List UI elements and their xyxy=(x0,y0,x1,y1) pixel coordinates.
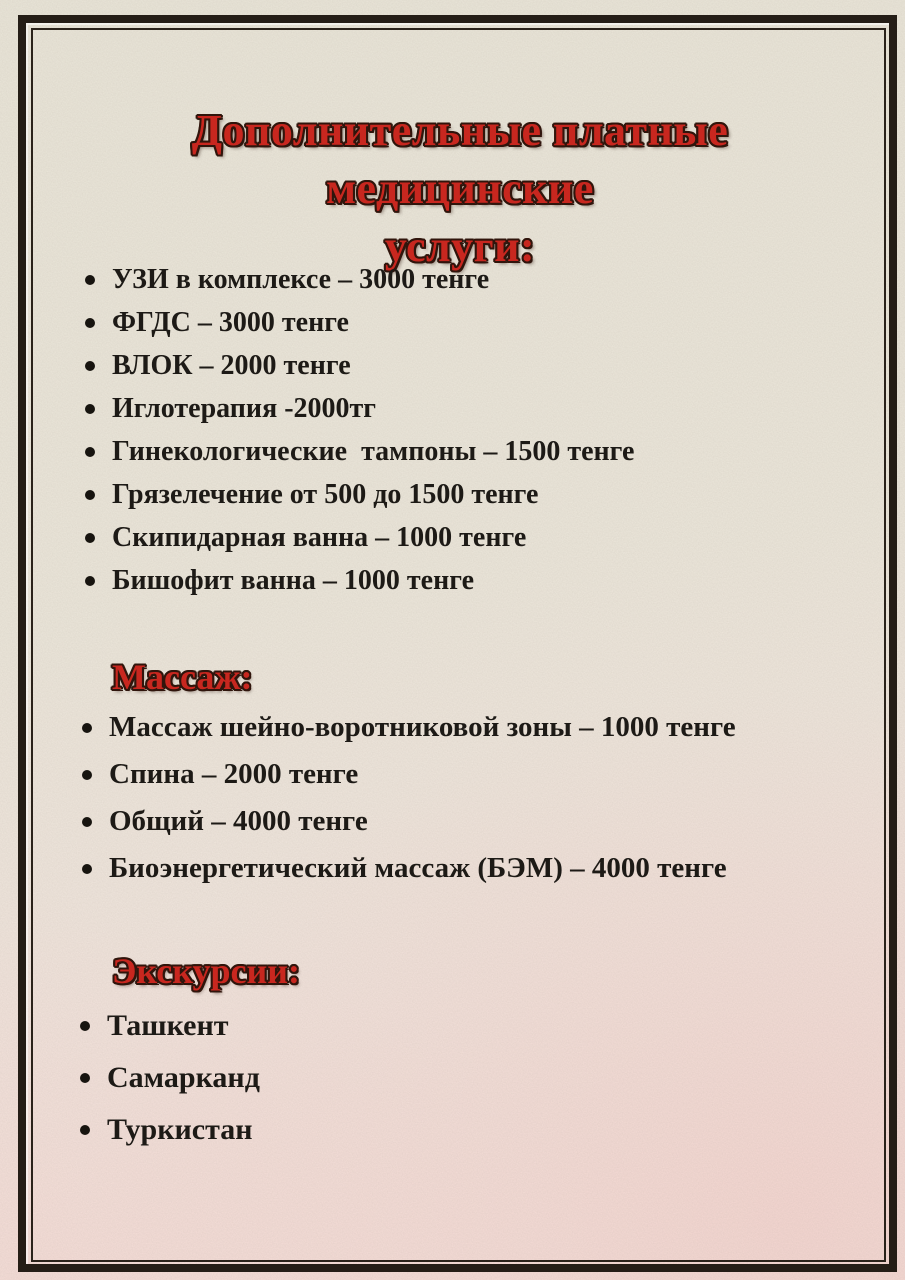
list-item xyxy=(80,1104,865,1156)
bullet-icon xyxy=(82,770,92,780)
list-item-text: Биоэнергетический массаж (БЭМ) – 4000 тенге xyxy=(109,852,727,884)
list-item-text: Общий – 4000 тенге xyxy=(109,805,368,837)
bullet-icon xyxy=(85,533,95,543)
list-item xyxy=(85,344,865,387)
list-item xyxy=(82,751,875,798)
bullet-icon xyxy=(85,318,95,328)
list-item-text: ФГДС – 3000 тенге xyxy=(112,307,349,338)
page-title xyxy=(60,102,860,276)
list-item-text: Массаж шейно-воротниковой зоны – 1000 тенге xyxy=(109,711,736,743)
bullet-icon xyxy=(80,1125,90,1135)
list-item-text: Гинекологические тампоны – 1500 тенге xyxy=(112,436,635,467)
bullet-icon xyxy=(82,723,92,733)
list-item-text: Спина – 2000 тенге xyxy=(109,758,359,790)
list-item xyxy=(82,798,875,845)
excursions-section-heading: Экскурсии: xyxy=(112,951,300,991)
list-item xyxy=(80,1000,865,1052)
page-title-line2: услуги: xyxy=(384,222,536,271)
services-list xyxy=(85,258,865,602)
massage-list xyxy=(82,704,875,892)
bullet-icon xyxy=(85,490,95,500)
massage-section-heading: Массаж: xyxy=(112,657,253,697)
bullet-icon xyxy=(85,404,95,414)
list-item-text: Грязелечение от 500 до 1500 тенге xyxy=(112,479,539,510)
bullet-icon xyxy=(82,864,92,874)
list-item-text: Самарканд xyxy=(107,1061,260,1094)
list-item xyxy=(82,845,875,892)
list-item xyxy=(82,704,875,751)
list-item xyxy=(85,430,865,473)
bullet-icon xyxy=(80,1021,90,1031)
list-item-text: Ташкент xyxy=(107,1009,229,1042)
list-item-text: Скипидарная ванна – 1000 тенге xyxy=(112,522,527,553)
list-item xyxy=(85,516,865,559)
list-item xyxy=(80,1052,865,1104)
bullet-icon xyxy=(85,361,95,371)
list-item-text: УЗИ в комплексе – 3000 тенге xyxy=(112,264,490,295)
list-item xyxy=(85,301,865,344)
bullet-icon xyxy=(85,576,95,586)
list-item-text: Иглотерапия -2000тг xyxy=(112,393,377,424)
bullet-icon xyxy=(85,447,95,457)
bullet-icon xyxy=(80,1073,90,1083)
list-item xyxy=(85,559,865,602)
list-item-text: ВЛОК – 2000 тенге xyxy=(112,350,351,381)
list-item xyxy=(85,258,865,301)
list-item xyxy=(85,387,865,430)
list-item-text: Туркистан xyxy=(107,1113,253,1146)
excursions-list xyxy=(80,1000,865,1156)
page-title-line1: Дополнительные платные медицинские xyxy=(191,106,729,213)
list-item xyxy=(85,473,865,516)
list-item-text: Бишофит ванна – 1000 тенге xyxy=(112,565,475,596)
bullet-icon xyxy=(82,817,92,827)
bullet-icon xyxy=(85,275,95,285)
